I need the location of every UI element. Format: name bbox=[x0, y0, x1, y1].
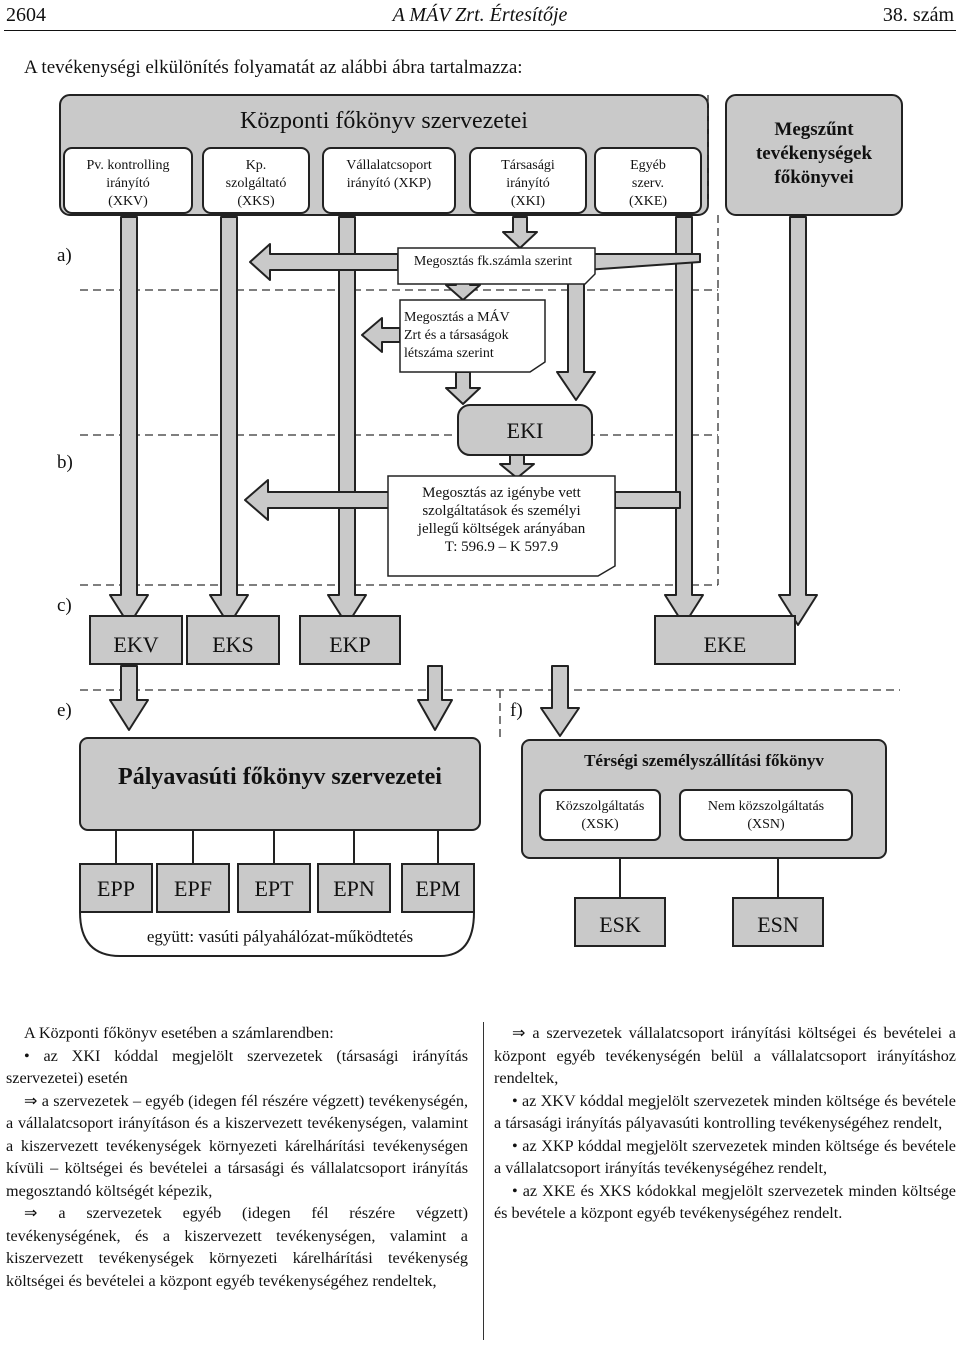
paragraph: ⇒ a szervezetek – egyéb (idegen fél részére végzett) tevékenységén, a vállalatcsoport irányításon és a kiszervezett tevékenységen, valamint a kiszervezett tevékenységek környezeti kárelhárítási tevékenységen kívüli – költségei és bevételei a társasági és vállalatcsoport irányítás megosztandó költségét képezik, bbox=[6, 1091, 468, 1200]
track-ledger-title: Pályavasúti főkönyv szervezetei bbox=[118, 764, 442, 790]
arrow-a-to-right bbox=[557, 278, 595, 400]
issue-number: 38. szám bbox=[882, 4, 954, 26]
closed-activities-title: Megszűnt tevékenységek főkönyvei bbox=[755, 119, 873, 188]
step-label-a: a) bbox=[57, 245, 72, 266]
regional-unit-label-xsn: Nem közszolgáltatás (XSN) bbox=[707, 799, 825, 832]
unit-label-xks: Kp. szolgáltató (XKS) bbox=[225, 158, 287, 209]
arrow-ekp-to-track bbox=[418, 666, 452, 730]
paragraph: • az XKP kóddal megjelölt szervezetek minden költsége és bevétele a vállalatcsoport irányítás tevékenységéhez rendelt, bbox=[494, 1136, 956, 1177]
body-left-column bbox=[6, 1022, 468, 1292]
paragraph: ⇒ a szervezetek egyéb (idegen fél részére végzett) tevékenységének, és a kiszervezett tevékenységen, valamint a kiszervezett tevékenységek környezeti kárelhárítási tevékenység költségei és bevételei a központ egyéb tevékenységéhez rendeltek, bbox=[6, 1204, 468, 1290]
ek-label-ekv: EKV bbox=[113, 632, 159, 657]
track-unit-label-epp: EPP bbox=[97, 876, 135, 901]
track-caption: együtt: vasúti pályahálózat-működtetés bbox=[146, 927, 414, 946]
track-unit-label-epf: EPF bbox=[174, 876, 212, 901]
step-label-c: c) bbox=[57, 595, 72, 616]
unit-label-xkv: Pv. kontrolling irányító (XKV) bbox=[86, 158, 170, 209]
paragraph: • az XKE és XKS kódokkal megjelölt szervezetek minden költsége és bevétele a központ egyéb tevékenységéhez rendelt. bbox=[494, 1181, 956, 1222]
note-b-text: Megosztás az igénybe vett szolgáltatások és személyi jellegű költségek arányában T: 596.9 – K 597.9 bbox=[417, 485, 586, 555]
paragraph: A Központi főkönyv esetében a számlarendben: bbox=[24, 1024, 334, 1042]
regional-output-label-esn: ESN bbox=[757, 912, 799, 937]
arrow-split-a bbox=[250, 244, 398, 280]
regional-ledger-title: Térségi személyszállítási főkönyv bbox=[584, 751, 824, 770]
arrow-split-b bbox=[245, 480, 390, 520]
track-unit-label-epm: EPM bbox=[415, 876, 461, 901]
track-unit-label-epn: EPN bbox=[333, 876, 375, 901]
paragraph: • az XKV kóddal megjelölt szervezetek minden költsége és bevétele a társasági irányítás pályavasúti kontrolling tevékenységéhez rendelt, bbox=[494, 1091, 956, 1132]
arrow-split-a2 bbox=[362, 318, 400, 352]
ek-label-eks: EKS bbox=[212, 632, 254, 657]
arrow-eke-to-regional bbox=[541, 666, 579, 736]
body-right-column bbox=[494, 1022, 956, 1225]
note-a2-text: Megosztás a MÁV Zrt és a társaságok létszáma szerint bbox=[404, 310, 510, 361]
arrow-closed bbox=[779, 217, 817, 625]
step-label-f: f) bbox=[510, 700, 523, 721]
central-ledger-title: Központi főkönyv szervezetei bbox=[240, 108, 528, 134]
arrow-ekv-to-track bbox=[110, 666, 148, 730]
paragraph: ⇒ a szervezetek vállalatcsoport irányítási költségei és bevételei a központ egyéb tevékenységén belül a vállalatcsoport irányításhoz rendeltek, bbox=[494, 1024, 956, 1087]
unit-label-xkp: Vállalatcsoport irányító (XKP) bbox=[346, 158, 432, 191]
step-label-e: e) bbox=[57, 700, 72, 721]
arrow-xkp bbox=[328, 217, 366, 625]
ek-label-ekp: EKP bbox=[329, 632, 371, 657]
arrow-xkv bbox=[110, 217, 148, 625]
arrow-xks bbox=[210, 217, 248, 625]
arrow-a2-to-eki bbox=[446, 372, 480, 404]
journal-title: A MÁV Zrt. Értesítője bbox=[392, 4, 568, 26]
page-number: 2604 bbox=[6, 4, 46, 26]
intro-text: A tevékenységi elkülönítés folyamatát az alábbi ábra tartalmazza: bbox=[24, 57, 523, 78]
unit-label-xke: Egyéb szerv. (XKE) bbox=[628, 158, 668, 209]
column-divider bbox=[483, 1022, 484, 1340]
ek-label-eke: EKE bbox=[703, 632, 747, 657]
arrow-xke bbox=[665, 217, 703, 625]
regional-output-label-esk: ESK bbox=[599, 912, 641, 937]
regional-unit-label-xsk: Közszolgáltatás (XSK) bbox=[555, 799, 645, 832]
eki-label: EKI bbox=[506, 418, 544, 443]
arrow-split-b-right bbox=[615, 492, 680, 508]
paragraph: • az XKI kóddal megjelölt szervezetek (társasági irányítás szervezetei) esetén bbox=[6, 1046, 468, 1087]
step-label-b: b) bbox=[57, 452, 73, 473]
note-a-text: Megosztás fk.számla szerint bbox=[413, 254, 573, 269]
arrow-eki-to-b bbox=[500, 455, 534, 478]
arrow-xki bbox=[503, 217, 537, 248]
track-unit-label-ept: EPT bbox=[254, 876, 294, 901]
unit-label-xki: Társasági irányító (XKI) bbox=[501, 158, 555, 209]
